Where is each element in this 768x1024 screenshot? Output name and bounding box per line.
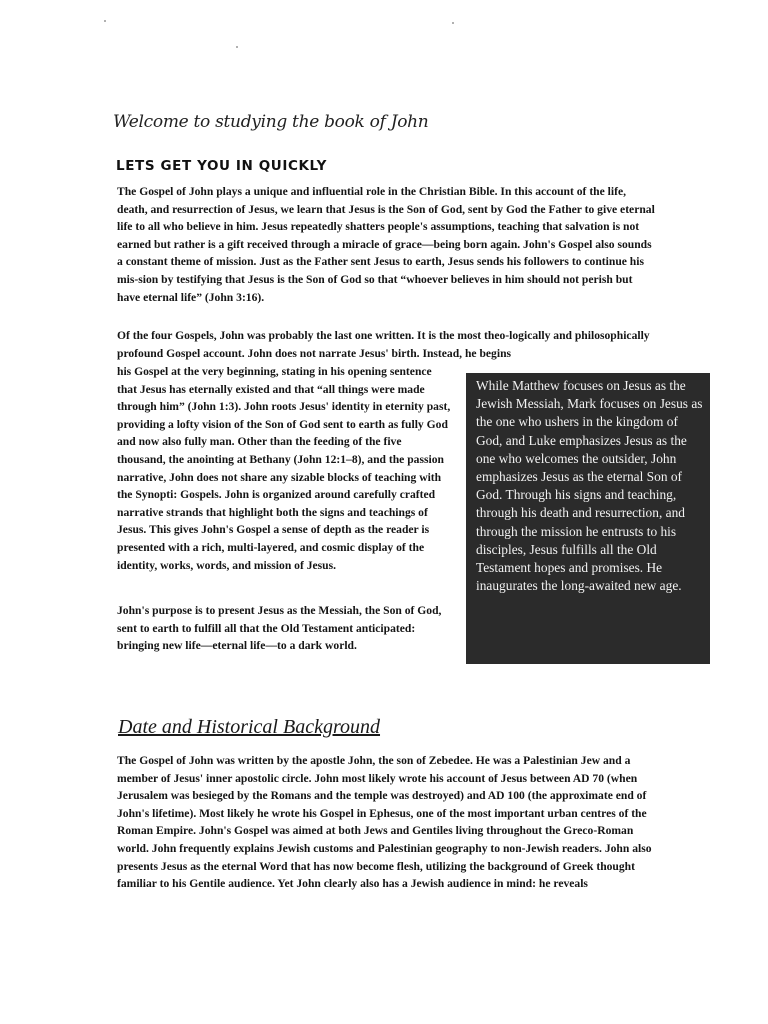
purpose-paragraph: John's purpose is to present Jesus as the Messiah, the Son of God, sent to earth to fulfill all that the Old Testament anticipated: bringing new life—eternal life—to a dark world. (117, 604, 442, 653)
scan-speck (236, 46, 238, 48)
scan-speck (452, 22, 454, 24)
section-headline: LETS GET YOU IN QUICKLY (116, 158, 328, 174)
scan-speck (104, 20, 106, 22)
gospels-paragraph-rest: his Gospel at the very beginning, stating in his opening sentence that Jesus has eternally existed and that “all things were made through him” (John 1:3). John roots Jesus' identity in eternity past, providing a lofty vision of the Son of God sent to earth as fully God and now also fully man. Other than the feeding of the five thousand, the anointing at Bethany (John 12:1–8), and the passion narrative, John does not share any sizable blocks of teaching with the Synopti: Gospels. John is organized around carefully crafted narrative strands that highlight both the signs and teachings of Jesus. This gives John's Gospel a sense of depth as the reader is presented with a rich, multi-layered, and cosmic display of the identity, works, words, and mission of Jesus. (117, 365, 451, 572)
welcome-script-title: Welcome to studying the book of John (113, 112, 429, 132)
gospels-paragraph-top: Of the four Gospels, John was probably the last one written. It is the most theo-logically and philosophically profound Gospel account. John does not narrate Jesus' birth. Instead, he begins (117, 329, 650, 360)
callout-box (466, 373, 710, 664)
intro-paragraph: The Gospel of John plays a unique and influential role in the Christian Bible. In this account of the life, death, and resurrection of Jesus, we learn that Jesus is the Son of God, sent by God the Father to give eternal life to all who believe in him. Jesus repeatedly shatters people's assumptions, teaching that salvation is not earned but rather is a gift received through a miracle of grace—being born again. John's Gospel also sounds a constant theme of mission. Just as the Father sent Jesus to earth, Jesus sends his followers to continue his mis-sion by testifying that Jesus is the Son of God so that “whoever believes in him should not perish but have eternal life” (John 3:16). (117, 185, 655, 304)
callout-text: While Matthew focuses on Jesus as the Jewish Messiah, Mark focuses on Jesus as the one who ushers in the kingdom of God, and Luke emphasizes Jesus as the one who welcomes the outsider, John emphasizes Jesus as the eternal Son of God. Through his signs and teaching, through his death and resurrection, and through the mission he entrusts to his disciples, Jesus fulfills all the Old Testament hopes and promises. He inaugurates the long-awaited new age. (476, 378, 703, 594)
date-background-heading: Date and Historical Background (118, 716, 381, 738)
date-background-paragraph: The Gospel of John was written by the apostle John, the son of Zebedee. He was a Palestinian Jew and a member of Jesus' inner apostolic circle. John most likely wrote his account of Jesus between AD 70 (when Jerusalem was besieged by the Romans and the temple was destroyed) and AD 100 (the approximate end of John's lifetime). Most likely he wrote his Gospel in Ephesus, one of the most important urban centres of the Roman Empire. John's Gospel was aimed at both Jews and Gentiles living throughout the Greco-Roman world. John frequently explains Jewish customs and Palestinian geography to non-Jewish readers. John also presents Jesus as the eternal Word that has now become flesh, utilizing the background of Greek thought familiar to his Gentile audience. Yet John clearly also has a Jewish audience in mind: he reveals (117, 754, 652, 891)
